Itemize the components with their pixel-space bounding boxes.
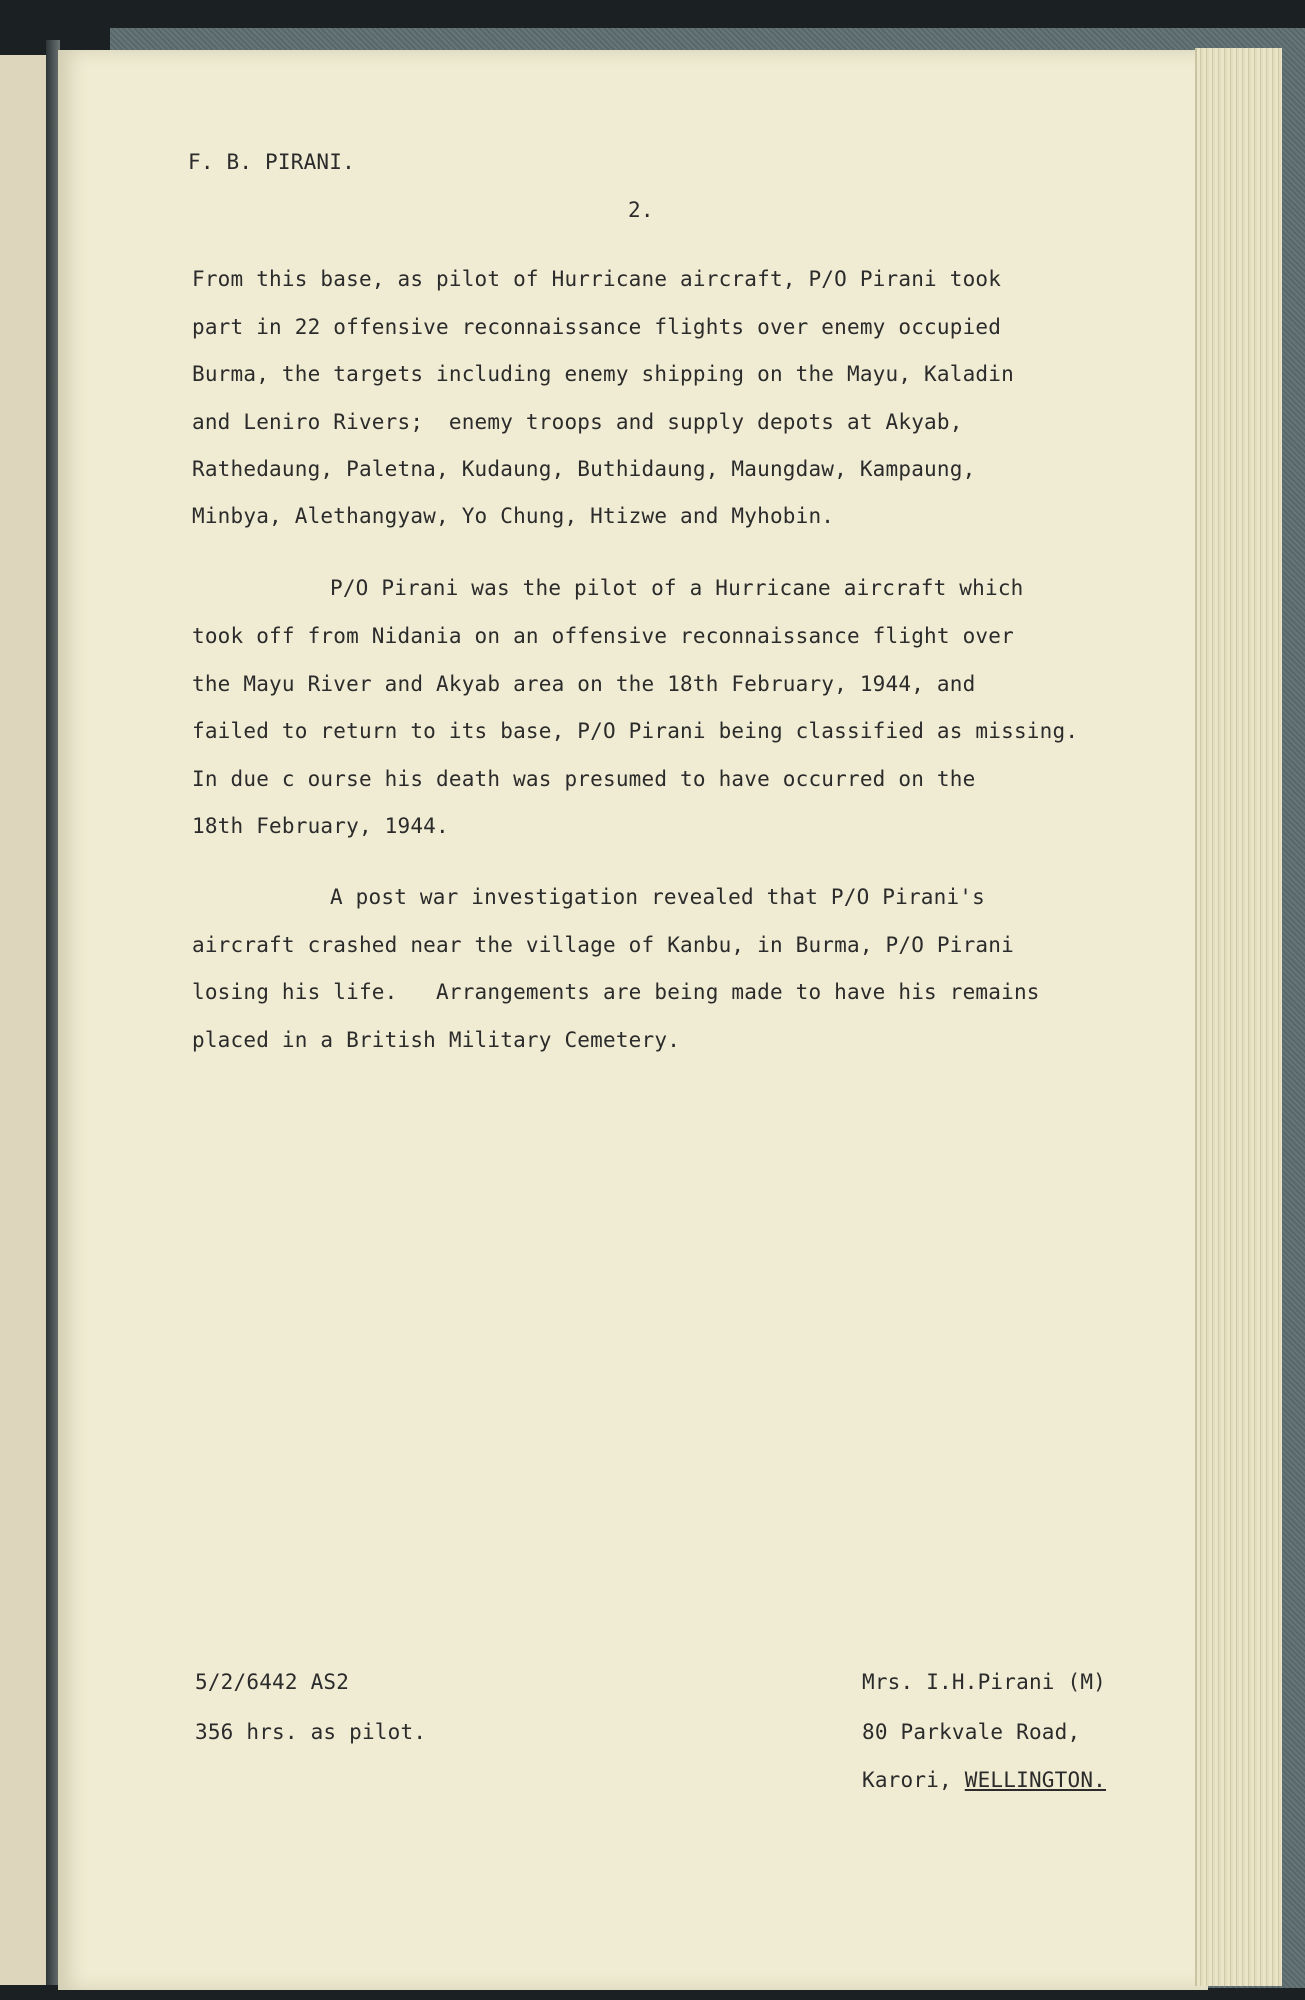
paragraph-line: and Leniro Rivers; enemy troops and supply depots at Akyab,: [192, 410, 963, 434]
recipient-name: Mrs. I.H.Pirani (M): [862, 1670, 1107, 1694]
header-name: F. B. PIRANI.: [188, 150, 355, 174]
paragraph-line: A post war investigation revealed that P/O Pirani's: [330, 885, 985, 909]
recipient-suburb-line: [862, 1768, 1106, 1792]
paragraph-line: the Mayu River and Akyab area on the 18th February, 1944, and: [192, 672, 976, 696]
reference-number: 5/2/6442 AS2: [195, 1670, 350, 1694]
paragraph-line: took off from Nidania on an offensive reconnaissance flight over: [192, 624, 1014, 648]
recipient-street: 80 Parkvale Road,: [862, 1720, 1081, 1744]
page-number: 2.: [628, 198, 654, 222]
paragraph-line: Burma, the targets including enemy shipping on the Mayu, Kaladin: [192, 362, 1014, 386]
paragraph-line: Rathedaung, Paletna, Kudaung, Buthidaung, Maungdaw, Kampaung,: [192, 457, 976, 481]
paragraph-line: P/O Pirani was the pilot of a Hurricane aircraft which: [330, 576, 1024, 600]
paragraph-line: placed in a British Military Cemetery.: [192, 1028, 681, 1052]
recipient-suburb: Karori,: [862, 1768, 965, 1792]
paragraph-line: part in 22 offensive reconnaissance flights over enemy occupied: [192, 315, 1002, 339]
recipient-city: WELLINGTON.: [964, 1768, 1107, 1792]
paragraph-line: 18th February, 1944.: [192, 814, 449, 838]
paragraph-line: failed to return to its base, P/O Pirani being classified as missing.: [192, 719, 1079, 743]
paragraph-line: aircraft crashed near the village of Kanbu, in Burma, P/O Pirani: [192, 933, 1014, 957]
paragraph-line: In due c ourse his death was presumed to have occurred on the: [192, 767, 976, 791]
flying-hours: 356 hrs. as pilot.: [195, 1720, 427, 1744]
paragraph-line: losing his life. Arrangements are being made to have his remains: [192, 980, 1040, 1004]
paragraph-line: From this base, as pilot of Hurricane aircraft, P/O Pirani took: [192, 267, 1002, 291]
paragraph-line: Minbya, Alethangyaw, Yo Chung, Htizwe and Myhobin.: [192, 504, 835, 528]
